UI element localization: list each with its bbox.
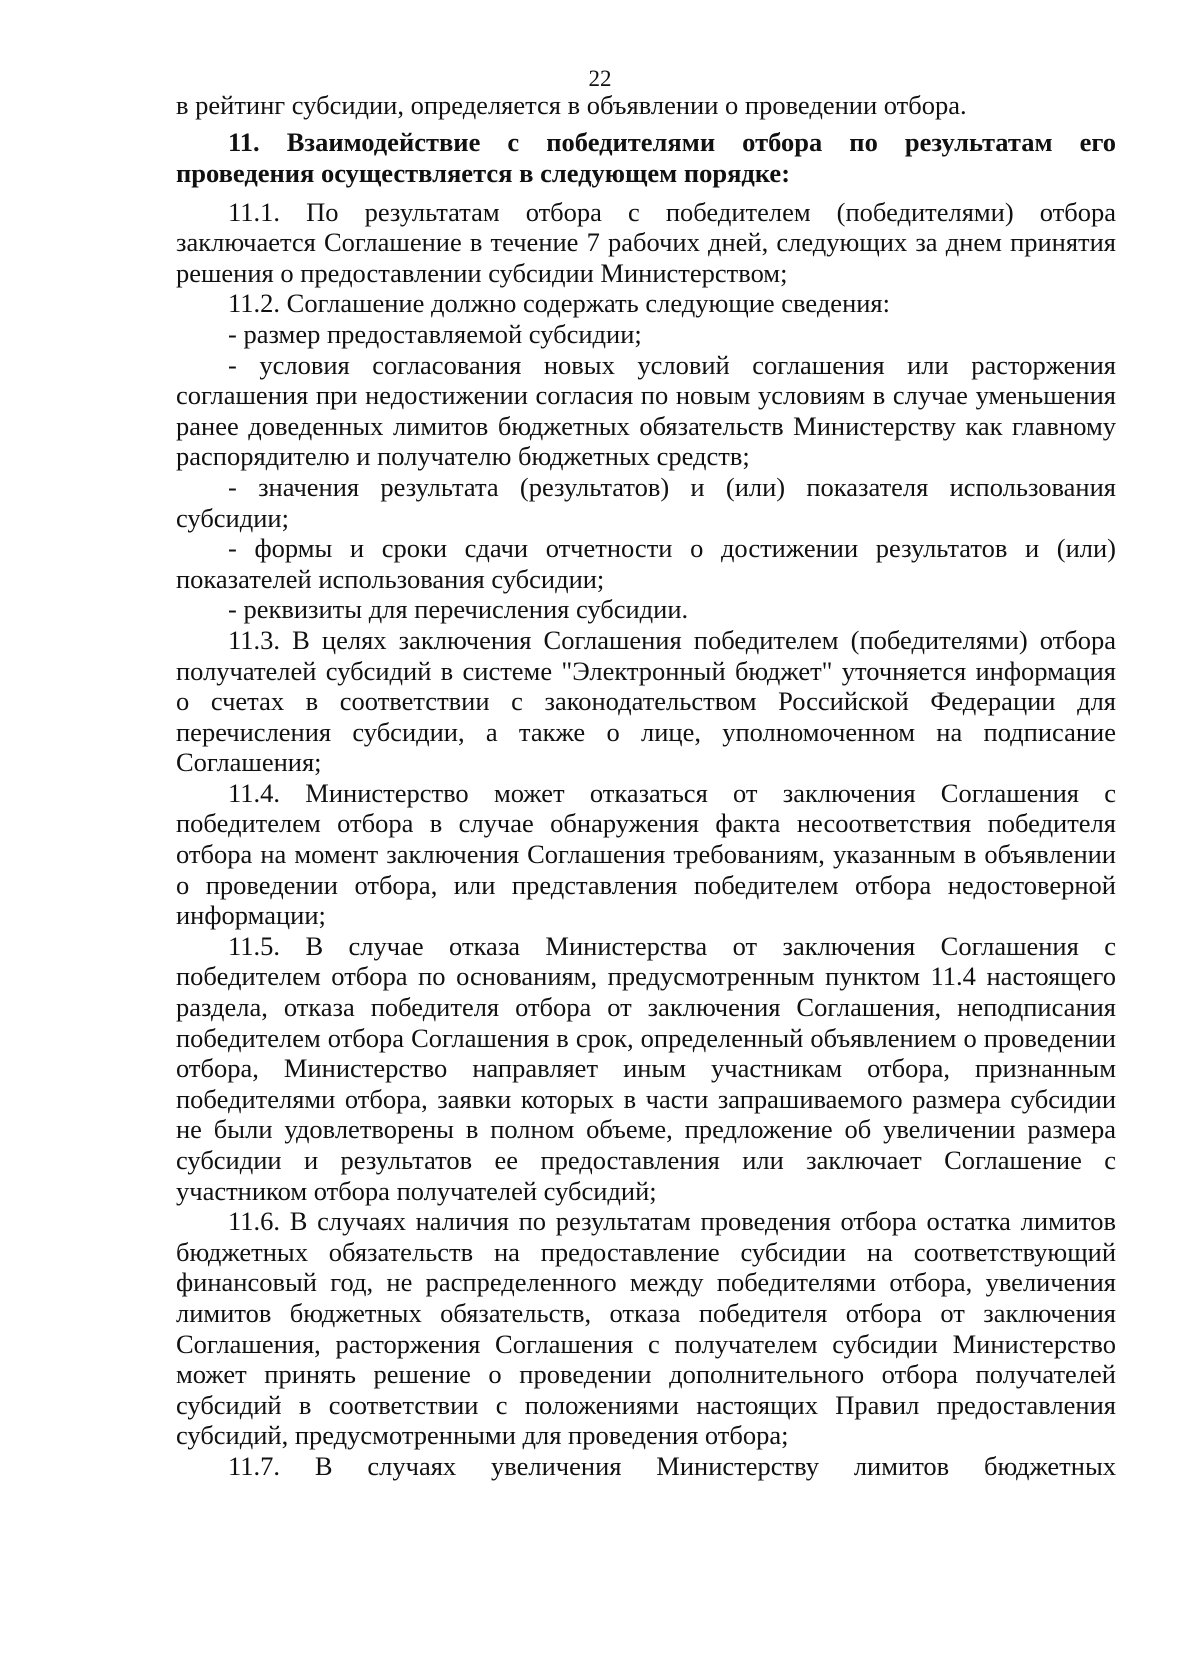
section-heading-11: 11. Взаимодействие с победителями отбора по результатам его проведения осуществляется в следующем порядке:	[176, 126, 1116, 188]
list-item-payment-details: - реквизиты для перечисления субсидии.	[228, 594, 689, 625]
list-item-result-values: - значения результата (результатов) и (или) показателя использования субсидии;	[176, 471, 1116, 533]
clause-11-7: 11.7. В случаях увеличения Министерству лимитов бюджетных	[228, 1450, 1116, 1481]
page-number: 22	[588, 66, 612, 91]
clause-11-4: 11.4. Министерство может отказаться от заключения Соглашения с победителем отбора в случае обнаружения факта несоответствия победителя отбора на момент заключения Соглашения требованиям, указанным в объявлении о проведении отбора, или представления победителем отбора недостоверной информации;	[176, 777, 1116, 931]
list-item-subsidy-size: - размер предоставляемой субсидии;	[228, 318, 642, 349]
list-item-agreement-conditions: - условия согласования новых условий соглашения или расторжения соглашения при недостижении согласия по новым условиям в случае уменьшения ранее доведенных лимитов бюджетных обязательств Министерству как главному распорядителю и получателю бюджетных средств;	[176, 349, 1116, 472]
clause-11-3: 11.3. В целях заключения Соглашения победителем (победителями) отбора получателей субсидий в системе "Электронный бюджет" уточняется информация о счетах в соответствии с законодательством Российской Федерации для перечисления субсидии, а также о лице, уполномоченном на подписание Соглашения;	[176, 624, 1116, 778]
paragraph-intro: в рейтинг субсидии, определяется в объявлении о проведении отбора.	[176, 90, 967, 120]
clause-11-1: 11.1. По результатам отбора с победителем (победителями) отбора заключается Соглашение в течение 7 рабочих дней, следующих за днем принятия решения о предоставлении субсидии Министерством;	[176, 196, 1116, 288]
clause-11-2: 11.2. Соглашение должно содержать следующие сведения:	[228, 288, 890, 319]
list-item-reporting-forms: - формы и сроки сдачи отчетности о достижении результатов и (или) показателей использования субсидии;	[176, 533, 1116, 594]
document-body	[176, 90, 1116, 1482]
clause-11-6: 11.6. В случаях наличия по результатам проведения отбора остатка лимитов бюджетных обязательств на предоставление субсидии на соответствующий финансовый год, не распределенного между победителями отбора, увеличения лимитов бюджетных обязательств, отказа победителя отбора от заключения Соглашения, расторжения Соглашения с получателем субсидии Министерство может принять решение о проведении дополнительного отбора получателей субсидий в соответствии с положениями настоящих Правил предоставления субсидий, предусмотренными для проведения отбора;	[176, 1206, 1116, 1451]
clause-11-5: 11.5. В случае отказа Министерства от заключения Соглашения с победителем отбора по основаниям, предусмотренным пунктом 11.4 настоящего раздела, отказа победителя отбора от заключения Соглашения, неподписания победителем отбора Соглашения в срок, определенный объявлением о проведении отбора, Министерство направляет иным участникам отбора, признанным победителями отбора, заявки которых в части запрашиваемого размера субсидии не были удовлетворены в полном объеме, предложение об увеличении размера субсидии и результатов ее предоставления или заключает Соглашение с участником отбора получателей субсидий;	[176, 930, 1116, 1206]
